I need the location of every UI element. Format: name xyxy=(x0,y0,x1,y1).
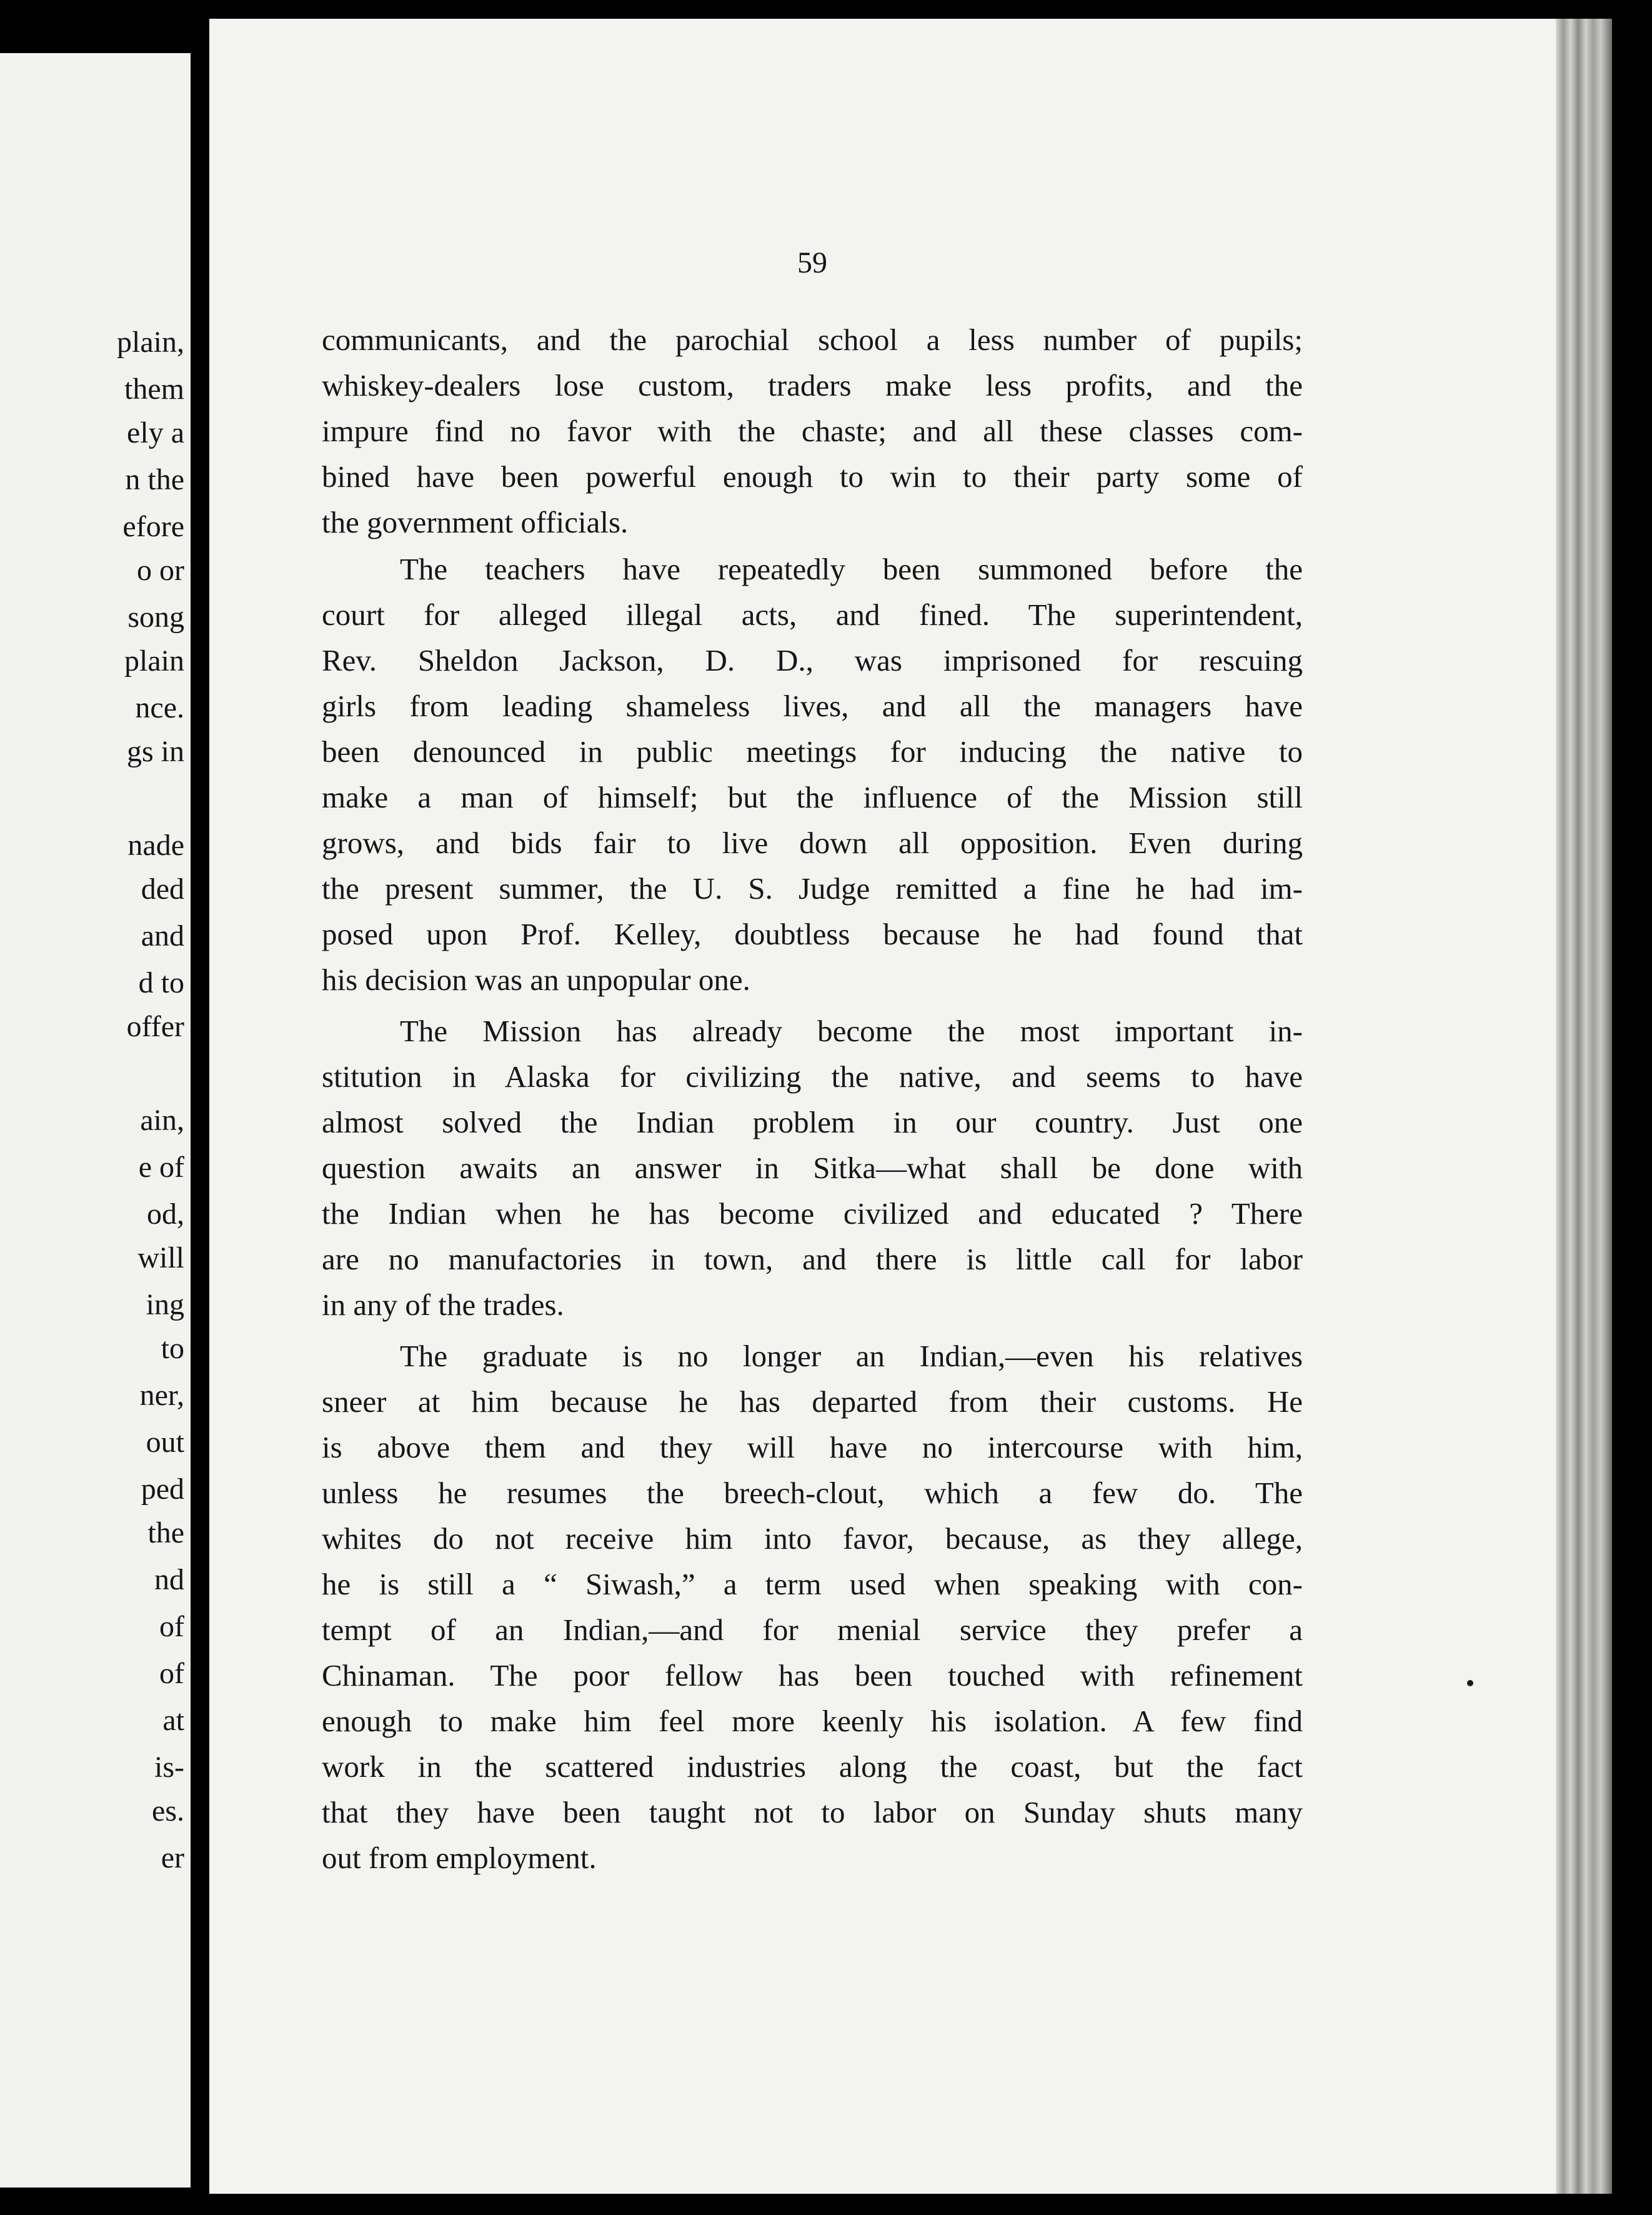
facing-page-text: the xyxy=(147,1516,184,1549)
facing-page-text: er xyxy=(161,1841,184,1874)
facing-page-text: nd xyxy=(154,1563,184,1596)
text-line: question awaits an answer in Sitka—what shall be done with xyxy=(322,1151,1303,1185)
text-line: is above them and they will have no intercourse with him, xyxy=(322,1430,1303,1464)
text-line: are no manufactories in town, and there is little call for labor xyxy=(322,1242,1303,1276)
facing-page-text: n the xyxy=(125,463,184,496)
facing-page-text: of xyxy=(159,1657,184,1690)
facing-page-text: efore xyxy=(122,510,184,543)
text-line: The graduate is no longer an Indian,—even his relatives xyxy=(400,1339,1303,1373)
text-line: the Indian when he has become civilized and educated ? There xyxy=(322,1196,1303,1231)
text-line: The Mission has already become the most important in- xyxy=(400,1014,1303,1048)
text-line: Rev. Sheldon Jackson, D. D., was imprisoned for rescuing xyxy=(322,643,1303,678)
facing-page-text: gs in xyxy=(126,735,184,768)
facing-page-text: plain, xyxy=(117,326,184,359)
text-line: his decision was an unpopular one. xyxy=(322,962,750,997)
facing-page-text: to xyxy=(161,1332,184,1365)
facing-page-text: d to xyxy=(138,966,184,999)
facing-page-text: them xyxy=(124,372,184,406)
text-line: whiskey-dealers lose custom, traders make less profits, and the xyxy=(322,368,1303,402)
text-line: impure find no favor with the chaste; and all these classes com- xyxy=(322,414,1303,448)
text-line: out from employment. xyxy=(322,1841,597,1875)
text-line: enough to make him feel more keenly his isolation. A few find xyxy=(322,1704,1303,1738)
text-line: communicants, and the parochial school a less number of pupils; xyxy=(322,322,1303,357)
page-number: 59 xyxy=(797,246,827,279)
facing-page-text: ner, xyxy=(139,1379,184,1412)
text-line: the government officials. xyxy=(322,505,629,539)
text-line: posed upon Prof. Kelley, doubtless because he had found that xyxy=(322,917,1303,951)
text-line: bined have been powerful enough to win to their party some of xyxy=(322,459,1303,494)
facing-page-text: nce. xyxy=(135,691,184,724)
facing-page-text: out xyxy=(146,1426,184,1459)
text-line: sneer at him because he has departed from their customs. He xyxy=(322,1384,1303,1419)
text-line: that they have been taught not to labor on Sunday shuts many xyxy=(322,1795,1303,1829)
facing-page-text: and xyxy=(141,919,184,952)
facing-page-fragment xyxy=(0,53,191,2188)
text-line: unless he resumes the breech-clout, which a few do. The xyxy=(322,1476,1303,1510)
text-line: tempt of an Indian,—and for menial service they prefer a xyxy=(322,1612,1303,1647)
facing-page-text: of xyxy=(159,1610,184,1643)
facing-page-text: o or xyxy=(137,554,184,587)
text-line: whites do not receive him into favor, because, as they allege, xyxy=(322,1521,1303,1556)
text-line: The teachers have repeatedly been summoned before the xyxy=(400,552,1303,586)
text-line: the present summer, the U. S. Judge remitted a fine he had im- xyxy=(322,871,1303,906)
facing-page-text: es. xyxy=(152,1794,184,1828)
facing-page-text: nade xyxy=(127,829,184,862)
facing-page-text: ded xyxy=(141,872,184,906)
facing-page-text: will xyxy=(137,1241,184,1274)
facing-page-text: e of xyxy=(138,1151,184,1184)
page-edges xyxy=(1556,19,1612,2194)
facing-page-text: ped xyxy=(141,1472,184,1506)
facing-page-text: at xyxy=(162,1704,184,1737)
text-line: Chinaman. The poor fellow has been touched with refinement xyxy=(322,1658,1303,1692)
text-line: stitution in Alaska for civilizing the native, and seems to have xyxy=(322,1059,1303,1094)
ink-speck xyxy=(1467,1680,1473,1686)
text-line: almost solved the Indian problem in our country. Just one xyxy=(322,1105,1303,1139)
text-line: been denounced in public meetings for inducing the native to xyxy=(322,734,1303,769)
facing-page-text: od, xyxy=(147,1198,184,1231)
facing-page-text: offer xyxy=(126,1010,184,1043)
text-line: he is still a “ Siwash,” a term used when speaking with con- xyxy=(322,1567,1303,1601)
text-line: work in the scattered industries along the coast, but the fact xyxy=(322,1749,1303,1784)
facing-page-text: song xyxy=(127,601,184,634)
facing-page-text: ain, xyxy=(140,1104,184,1137)
facing-page-text: ely a xyxy=(127,416,184,449)
text-line: girls from leading shameless lives, and all the managers have xyxy=(322,689,1303,723)
book-gutter xyxy=(191,0,209,2215)
text-line: court for alleged illegal acts, and fined. The superintendent, xyxy=(322,598,1303,632)
text-line: make a man of himself; but the influence of the Mission still xyxy=(322,780,1303,814)
text-line: grows, and bids fair to live down all opposition. Even during xyxy=(322,826,1303,860)
facing-page-text: is- xyxy=(154,1751,184,1784)
facing-page-text: ing xyxy=(146,1288,184,1321)
facing-page-text: plain xyxy=(124,644,184,678)
text-line: in any of the trades. xyxy=(322,1288,564,1322)
